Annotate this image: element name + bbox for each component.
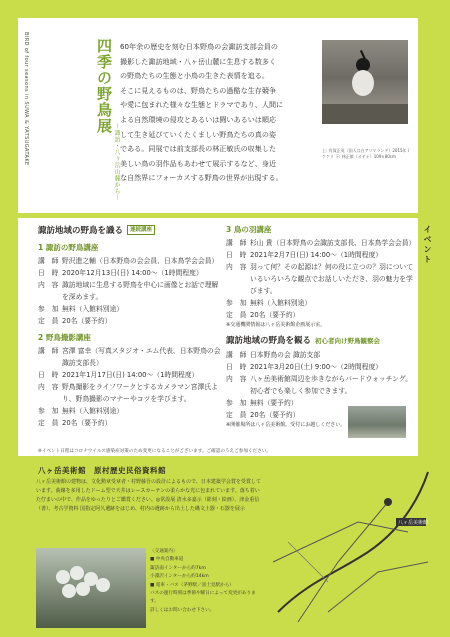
lecture-3-row: 定 員 20名（要予約） [226,311,300,319]
tour-subtitle: 初心者向け野鳥観察会 [315,336,381,345]
access-line: 小淵沢インターから約14km [150,574,209,580]
tour-heading: 諏訪地域の野鳥を観る [226,336,312,346]
tour-row: 講 師 日本野鳥の会 諏訪支部 [226,351,321,359]
lecture-2-row: 日 時 2021年1月17日(日) 14:00〜（1時間程度） [38,371,199,379]
lecture-1-row: 内 容 諏訪地域に生息する野鳥を中心に画像とお話で理解を深めます。 [38,281,219,301]
intro-card [18,18,418,213]
lecture-2-heading: 2 野鳥撮影講座 [38,333,91,342]
access-line: ■ 中央自動車道 [150,557,184,563]
events-right-column [226,224,414,428]
lecture-2-row: 参 加 無料（入館料別途） [38,407,124,415]
events-side-label: イベント [423,225,432,265]
access-map [268,462,432,628]
lecture-3-row: 日 時 2021年2月7日(日) 14:00〜（1時間程度） [226,251,383,259]
lapwing-photo [322,40,408,124]
museum-description: 八ヶ岳美術館の建物は、文化勲章受章者・村野藤吾の設計によるもので、日本建築学会賞を受賞しています。曲線を多用したドーム型で天井はレースカーテンの柔らかな光に包まれています。落ち着いた佇まいの中で、作品をゆったりとご鑑賞ください。◎常設展 清水多嘉示（彫刻・絵画）、津金重信（書）、考古学資料 国指定阿久遺跡をはじめ、村内の遺跡から出土した縄文土器・石器を展示 [36,479,261,512]
access-line: バスの運行時刻は季節や曜日によって変更があります。 [150,591,256,605]
lecture-1-row: 定 員 20名（要予約） [38,317,112,325]
events-footnote: ※イベント日程はコロナウイルス感染症対策のため変更になることがございます。ご確認のうえご参加ください。 [38,449,271,454]
tour-row: 定 員 20名（要予約） [226,411,300,419]
map-museum-label: 八ヶ岳美術館 [398,520,429,526]
tour-note: ※開催場所は八ヶ岳美術館。受付にお越しください。 [226,422,346,428]
tour-row: 内 容 八ヶ岳美術館周辺を歩きながらバードウォッチング。初心者でも楽しく参加できます。 [226,375,413,395]
intro-line: 撮影した諏訪地域・八ヶ岳山麓に生息する数多く [120,56,277,66]
intro-line: よる自然環境の侵攻とあるいは闘いあるいは順応 [120,114,277,124]
tour-row: 日 時 2021年3月20日(土) 9:00〜（2時間程度） [226,363,383,371]
museum-title: 八ヶ岳美術館 原村歴史民俗資料館 [38,466,166,475]
intro-line: である。同展では前支部長の林正敏氏の収集した [120,144,277,154]
lecture-series-column [38,224,224,429]
lecture-2-row: 定 員 20名（要予約） [38,419,112,427]
english-vertical-title: BIRD of four seasons in SUWA & YATSUGATAKE [23,32,29,166]
lecture-1-row: 参 加 無料（入館料別途） [38,305,124,313]
photo-caption: 上: 有賀正英（国人は白アリマランド）2015年 / ケケリ 下: 林正敏（オテナ）109×80cm [322,148,410,159]
intro-line: そこに見えるものは、野鳥たちの過酷な生存競争 [120,85,277,95]
lecture-3 [226,224,414,328]
events-card [18,218,418,456]
lecture-3-row: 講 師 杉山 貴（日本野鳥の会諏訪支部長、日本鳥学会会員） [226,239,416,247]
museum-aerial-photo [36,548,146,628]
tour-row: 参 加 無料（要予約） [226,399,298,407]
access-info [150,548,258,615]
access-line: 詳しくはお問い合わせ下さい。 [150,607,215,613]
intro-line: して生き延びていくたくましい野鳥たちの真の姿 [120,129,277,139]
lecture-3-note: ※交通機関情報は八ヶ岳美術館企画展示室。 [226,322,326,328]
access-map-svg [268,462,432,628]
lecture-3-heading: 3 鳥の羽講座 [226,225,272,234]
intro-line: 美しい鳥の羽作品もあわせて展示するなど、身近 [120,158,277,168]
access-line: 諏訪南インターから約7km [150,565,206,571]
lecture-series-title [38,224,224,236]
intro-line: の野鳥たちの生態と小鳥の生きた表情を追る。 [120,71,269,81]
access-line: ■ 電車・バス（茅野駅／富士見駅から） [150,582,234,588]
lecture-2-row: 講 師 宮澤 富幸（写真スタジオ・エム代表、日本野鳥の会諏訪支部長） [38,347,221,367]
lecture-3-row: 内 容 羽って何？その起源は？何の役に立つの？羽についているいろいろな観点でお話しいただき、羽の魅力を学びます。 [226,263,413,295]
access-line: 〈交通案内〉 [150,549,178,554]
intro-text [120,40,332,186]
lecture-1-row: 日 時 2020年12月13日(日) 14:00〜（1時間程度） [38,269,203,277]
lecture-1-heading: 1 諏訪の野鳥講座 [38,243,99,252]
series-tag: 連続講座 [127,225,155,235]
lecture-2-row: 内 容 野鳥撮影をライフワークとするカメラマン宮澤氏より、野鳥撮影のマナーやコツを学びます。 [38,383,218,403]
exhibition-subtitle: 〜諏訪・八ヶ岳山麓から〜 [113,123,120,201]
lecture-1-row: 講 師 野沢進之輔（日本野鳥の会会員、日本鳥学会会員） [38,257,219,265]
tour-title [226,334,414,346]
lecture-3-row: 参 加 無料（入館料別途） [226,299,312,307]
intro-line: な自然界にフォーカスする野鳥の世界が出現する。 [120,173,283,183]
exhibition-title: 四季の野鳥展 [95,38,113,134]
intro-line: 60年余の歴史を刻む日本野鳥の会諏訪支部会員の [120,42,278,51]
birdwatching-photo [348,406,406,438]
lecture-series-heading: 諏訪地域の野鳥を識る [38,226,124,236]
lecture-2 [38,332,224,429]
intro-line: や愛に包まれた様々な生態とドラマであり、人間に [120,100,284,110]
lecture-1 [38,242,224,327]
